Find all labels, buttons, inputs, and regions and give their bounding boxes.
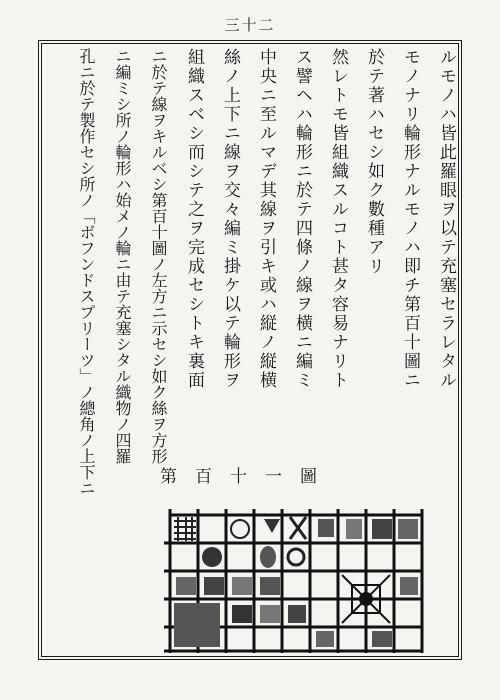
text-line-10: ニ編ミシ所ノ輪形ハ始メノ輪ニ由テ充塞シタル織物ノ四羅 xyxy=(113,48,132,464)
text-line-5: ス譬ヘハ輪形ニ於テ四條ノ線ヲ横ニ編ミ xyxy=(292,48,312,390)
text-line-6: 中央ニ至ルマデ其線ヲ引キ或ハ縦ノ縦横 xyxy=(256,48,276,390)
text-line-4: 然レトモ皆組織スルコト甚タ容易ナリト xyxy=(328,48,348,390)
figure-caption: 第百十一圖 xyxy=(160,467,335,487)
text-line-11: 孔ニ於テ製作セシ所ノ「ボフンドスプリーツ」ノ總角ノ上下ニ xyxy=(77,48,96,496)
text-line-8: 組織スベシ而シテ之ヲ完成セシトキ裏面 xyxy=(184,48,204,390)
text-line-2: モノナリ輪形ナルモノハ即チ第百十圖ニ xyxy=(400,48,420,390)
text-line-7: 絲ノ上下ニ線ヲ交々編ミ掛ケ以テ輪形ヲ xyxy=(220,48,240,390)
text-line-3: 於テ著ハセシ如ク數種アリ xyxy=(364,48,384,276)
lace-net-figure xyxy=(160,505,430,655)
page-number: 三十二 xyxy=(224,16,276,34)
text-line-1: ルモノハ皆此羅眼ヲ以テ充塞セラレタル xyxy=(436,48,456,390)
text-line-9: ニ於テ線ヲキルベシ第百十圖ノ左方ニ示セシ如ク絲ヲ方形 xyxy=(149,48,168,464)
lace-net-illustration xyxy=(160,505,430,655)
